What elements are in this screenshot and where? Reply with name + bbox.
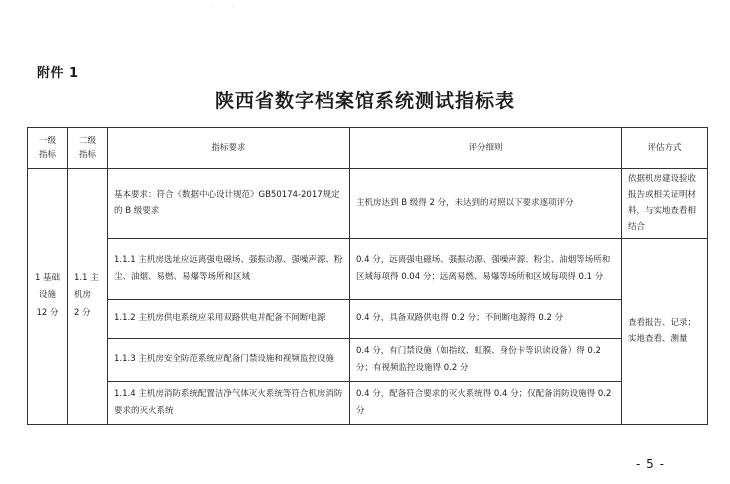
evaluation-cell: 依据机房建设验收报告或相关证明材料，与实地查看相结合 xyxy=(622,169,708,239)
header-evaluation: 评估方式 xyxy=(622,128,708,169)
page-number: - 5 - xyxy=(636,457,665,471)
scan-mark: · xyxy=(232,2,235,11)
scoring-cell: 0.4 分，有门禁设施（如指纹、虹膜、身份卡等识读设备）得 0.2 分；有视频监控设施得 0.2 分 xyxy=(350,338,622,381)
requirement-cell: 1.1.3 主机房安全防范系统应配备门禁设施和视频监控设施 xyxy=(108,338,350,381)
scoring-cell: 0.4 分，远离强电磁场、强振动源、强噪声源、粉尘、油烟等场所和区域每项得 0.04 分；远离易燃、易爆等场所和区域每项得 0.1 分 xyxy=(350,238,622,299)
level2-cell: 1.1 主 机房 2 分 xyxy=(68,169,108,425)
header-requirement: 指标要求 xyxy=(108,128,350,169)
scoring-cell: 主机房达到 B 级得 2 分，未达到的对照以下要求逐项评分 xyxy=(350,169,622,239)
indicator-table xyxy=(27,127,708,425)
scan-mark: · xyxy=(210,2,213,11)
header-level1: 一级 指标 xyxy=(28,128,68,169)
header-scoring: 评分细则 xyxy=(350,128,622,169)
requirement-cell: 基本要求：符合《数据中心设计规范》GB50174-2017规定的 B 级要求 xyxy=(108,169,350,239)
table-row xyxy=(28,169,708,239)
requirement-cell: 1.1.2 主机房供电系统应采用双路供电并配备不间断电源 xyxy=(108,299,350,338)
requirement-cell: 1.1.1 主机房选址应远离强电磁场、强振动源、强噪声源、粉尘、油烟、易燃、易爆等场所和区域 xyxy=(108,238,350,299)
page-title: 陕西省数字档案馆系统测试指标表 xyxy=(214,90,515,112)
requirement-cell: 1.1.4 主机房消防系统配置洁净气体灭火系统等符合机房消防要求的灭火系统 xyxy=(108,381,350,424)
header-level2: 二级 指标 xyxy=(68,128,108,169)
table-header-row xyxy=(28,128,708,169)
table-row xyxy=(28,238,708,299)
scoring-cell: 0.4 分，配备符合要求的灭火系统得 0.4 分；仅配备消防设施得 0.2 分 xyxy=(350,381,622,424)
table-row xyxy=(28,299,708,338)
level1-cell: 1 基础 设施 12 分 xyxy=(28,169,68,425)
evaluation-merged-cell: 查看报告、记录；实地查看、测量 xyxy=(622,238,708,424)
scoring-cell: 0.4 分，具备双路供电得 0.2 分；不间断电源得 0.2 分 xyxy=(350,299,622,338)
table-row xyxy=(28,338,708,381)
attachment-label: 附件 1 xyxy=(37,66,79,81)
table-row xyxy=(28,381,708,424)
